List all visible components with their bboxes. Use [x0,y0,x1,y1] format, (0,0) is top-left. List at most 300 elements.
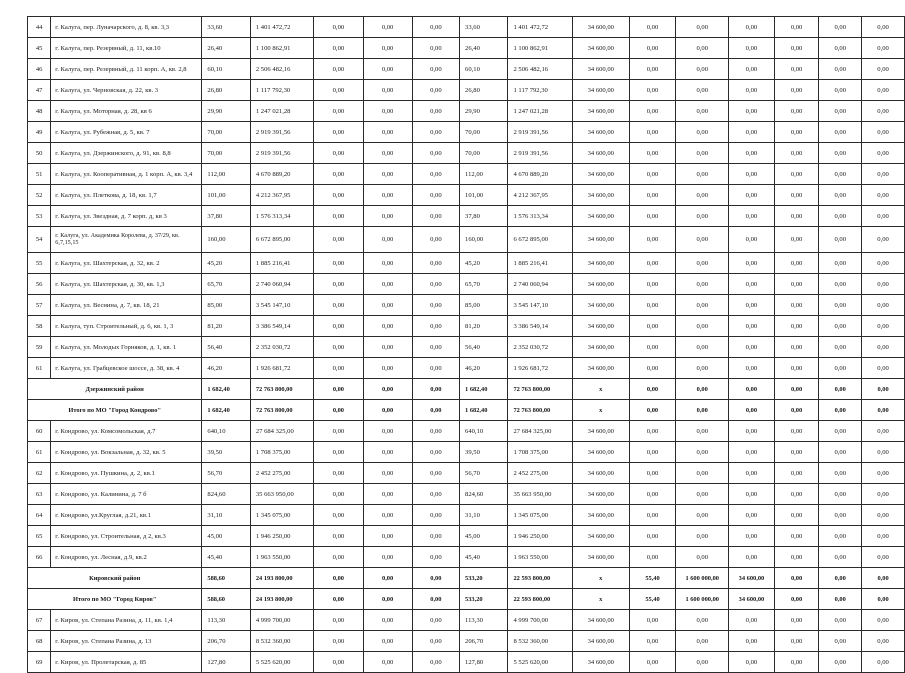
table-cell: 1 885 216,41 [508,253,572,274]
table-cell: 0,00 [819,379,862,400]
table-cell: 0,00 [314,568,363,589]
address-cell: г. Калуга, ул. Звездная, д. 7 корп. д, кв 3 [51,206,202,227]
table-row [28,295,905,316]
table-cell: 0,00 [774,253,819,274]
table-cell: 127,80 [460,652,508,673]
table-cell: 0,00 [412,652,459,673]
table-cell: 34 600,00 [729,568,775,589]
table-cell: 1 708 375,00 [250,442,313,463]
table-row [28,59,905,80]
table-cell: 0,00 [729,80,775,101]
table-cell: 37,80 [202,206,250,227]
table-cell: 72 763 800,00 [508,400,572,421]
table-row [28,164,905,185]
table-cell: 0,00 [862,253,905,274]
table-cell: 0,00 [862,337,905,358]
table-cell: 0,00 [314,442,363,463]
table-cell: 4 212 367,95 [250,185,313,206]
table-cell: 72 763 800,00 [250,379,313,400]
table-cell: 27 684 325,00 [250,421,313,442]
table-cell: 0,00 [819,164,862,185]
table-cell: 0,00 [363,185,412,206]
row-number: 53 [28,206,51,227]
table-cell: 0,00 [363,547,412,568]
table-cell: 31,10 [202,505,250,526]
table-cell: 0,00 [363,442,412,463]
table-cell: 0,00 [676,59,729,80]
row-number: 55 [28,253,51,274]
table-cell: 0,00 [363,610,412,631]
table-cell: 72 763 800,00 [508,379,572,400]
table-cell: 0,00 [819,463,862,484]
table-cell: 1 963 550,00 [250,547,313,568]
table-cell: 0,00 [676,358,729,379]
table-cell: 0,00 [862,526,905,547]
table-cell: 1 401 472,72 [508,17,572,38]
table-cell: 0,00 [862,421,905,442]
table-cell: 34 600,00 [572,295,629,316]
table-cell: 1 576 313,34 [250,206,313,227]
table-cell: 0,00 [314,101,363,122]
row-number: 63 [28,484,51,505]
table-cell: 1 600 000,00 [676,568,729,589]
table-cell: 0,00 [729,101,775,122]
table-cell: 0,00 [774,568,819,589]
subtotal-row [28,379,905,400]
table-cell: 0,00 [363,206,412,227]
table-cell: 33,60 [202,17,250,38]
table-cell: 0,00 [314,337,363,358]
table-cell: 0,00 [314,122,363,143]
table-cell: 34 600,00 [572,122,629,143]
table-cell: 34 600,00 [572,143,629,164]
table-cell: 0,00 [676,316,729,337]
table-cell: х [572,568,629,589]
address-cell: г. Киров, ул. Степана Разина, д. 11, кв. 1,4 [51,610,202,631]
row-number: 44 [28,17,51,38]
table-cell: 1 946 250,00 [508,526,572,547]
table-cell: 0,00 [363,484,412,505]
table-cell: 0,00 [314,526,363,547]
address-cell: г. Калуга, ул. Рубежная, д. 5, кв. 7 [51,122,202,143]
table-cell: 34 600,00 [572,274,629,295]
table-cell: 34 600,00 [572,358,629,379]
table-cell: 0,00 [314,38,363,59]
table-cell: 0,00 [819,358,862,379]
table-cell: 0,00 [629,379,676,400]
table-cell: 55,40 [629,589,676,610]
table-cell: 1 926 681,72 [508,358,572,379]
table-cell: 34 600,00 [572,80,629,101]
address-cell: г. Калуга, ул. Моторная, д. 28, кв 6 [51,101,202,122]
row-number: 66 [28,547,51,568]
row-number: 61 [28,442,51,463]
table-cell: 0,00 [819,400,862,421]
table-cell: 0,00 [819,652,862,673]
address-cell: г. Калуга, ул. Шахтерская, д. 30, кв. 1,3 [51,274,202,295]
table-cell: 0,00 [819,505,862,526]
table-cell: 2 506 482,16 [508,59,572,80]
table-cell: 1 117 792,30 [250,80,313,101]
table-cell: 27 684 325,00 [508,421,572,442]
row-number: 64 [28,505,51,526]
table-cell: 0,00 [314,227,363,253]
table-cell: 0,00 [676,253,729,274]
table-cell: 0,00 [819,526,862,547]
table-cell: 0,00 [774,59,819,80]
address-cell: г. Калуга, ул. Черновская, д. 22, кв. 3 [51,80,202,101]
table-cell: 0,00 [774,101,819,122]
subtotal-label: Дзержинский район [28,379,202,400]
table-cell: 34 600,00 [572,185,629,206]
table-cell: 0,00 [729,206,775,227]
table-cell: 0,00 [363,316,412,337]
table-cell: 0,00 [412,505,459,526]
address-cell: г. Кондрово, ул. Лесная, д.9, кв.2 [51,547,202,568]
table-cell: 26,80 [202,80,250,101]
table-row [28,17,905,38]
table-cell: 1 682,40 [460,400,508,421]
table-cell: 34 600,00 [572,101,629,122]
table-cell: 113,30 [202,610,250,631]
table-cell: 0,00 [314,143,363,164]
table-cell: 29,90 [202,101,250,122]
table-cell: 0,00 [629,164,676,185]
table-cell: 0,00 [774,547,819,568]
table-row [28,253,905,274]
table-cell: 0,00 [629,101,676,122]
table-cell: 0,00 [412,631,459,652]
address-cell: г. Калуга, ул. Молодых Горняков, д. 1, кв. 1 [51,337,202,358]
table-cell: 34 600,00 [729,589,775,610]
table-cell: 0,00 [363,400,412,421]
table-cell: 34 600,00 [572,610,629,631]
table-cell: 0,00 [729,400,775,421]
row-number: 48 [28,101,51,122]
table-cell: 0,00 [862,379,905,400]
table-cell: 0,00 [729,547,775,568]
table-row [28,484,905,505]
table-cell: 1 885 216,41 [250,253,313,274]
table-cell: 0,00 [819,295,862,316]
table-cell: 0,00 [819,59,862,80]
row-number: 56 [28,274,51,295]
table-cell: 0,00 [676,421,729,442]
table-cell: 34 600,00 [572,421,629,442]
table-cell: 0,00 [676,631,729,652]
table-row [28,38,905,59]
table-cell: 34 600,00 [572,652,629,673]
table-row [28,185,905,206]
table-cell: 101,00 [202,185,250,206]
table-cell: 0,00 [629,274,676,295]
address-cell: г. Калуга, ул. Грабцевское шоссе, д. 38, кв. 4 [51,358,202,379]
subtotal-label: Итого по МО "Город Киров" [28,589,202,610]
table-cell: 34 600,00 [572,316,629,337]
table-cell: 0,00 [774,17,819,38]
table-cell: 0,00 [363,421,412,442]
table-cell: 0,00 [629,17,676,38]
table-cell: 3 545 147,10 [508,295,572,316]
table-cell: 0,00 [314,484,363,505]
table-cell: 45,00 [460,526,508,547]
table-cell: 0,00 [676,185,729,206]
table-cell: 45,40 [202,547,250,568]
table-cell: 0,00 [314,589,363,610]
table-cell: 0,00 [819,17,862,38]
table-cell: 4 999 700,00 [508,610,572,631]
table-cell: 70,00 [460,122,508,143]
table-cell: 0,00 [629,610,676,631]
table-cell: 3 545 147,10 [250,295,313,316]
table-cell: 0,00 [862,610,905,631]
table-cell: 0,00 [314,505,363,526]
address-cell: г. Киров, ул. Степана Разина, д. 13 [51,631,202,652]
table-cell: 65,70 [460,274,508,295]
address-cell: г. Калуга, ул. Кооперативная, д. 1 корп. А, кв. 3,4 [51,164,202,185]
table-cell: 34 600,00 [572,227,629,253]
table-cell: 0,00 [363,505,412,526]
table-cell: 0,00 [729,505,775,526]
row-number: 68 [28,631,51,652]
table-cell: 0,00 [412,253,459,274]
table-cell: 1 247 021,28 [250,101,313,122]
table-cell: 0,00 [819,568,862,589]
table-cell: 72 763 800,00 [250,400,313,421]
table-cell: 5 525 620,00 [508,652,572,673]
table-cell: 0,00 [314,185,363,206]
subtotal-row [28,589,905,610]
address-cell: г. Калуга, туп. Строительный, д. 6, кв. 1, 3 [51,316,202,337]
table-cell: 0,00 [774,631,819,652]
table-cell: 24 193 800,00 [250,568,313,589]
table-cell: 0,00 [629,358,676,379]
table-cell: 45,40 [460,547,508,568]
table-cell: 0,00 [819,274,862,295]
table-cell: 0,00 [363,295,412,316]
table-cell: 0,00 [363,568,412,589]
table-cell: 0,00 [314,463,363,484]
table-cell: 1 117 792,30 [508,80,572,101]
table-cell: 0,00 [774,400,819,421]
address-cell: г. Калуга, пер. Резервный, д. 11 корп. А, кв. 2,8 [51,59,202,80]
table-row [28,122,905,143]
table-cell: 0,00 [774,274,819,295]
table-cell: 0,00 [774,652,819,673]
table-cell: 0,00 [676,38,729,59]
table-cell: 0,00 [729,442,775,463]
table-cell: 0,00 [629,526,676,547]
address-cell: г. Кондрово, ул. Калинина, д. 7 б [51,484,202,505]
table-cell: 0,00 [629,442,676,463]
table-row [28,442,905,463]
table-cell: 34 600,00 [572,505,629,526]
subtotal-row [28,568,905,589]
table-cell: 0,00 [676,379,729,400]
table-cell: 0,00 [629,143,676,164]
table-cell: 0,00 [819,227,862,253]
table-cell: 0,00 [363,274,412,295]
table-cell: 55,40 [629,568,676,589]
table-cell: 0,00 [314,358,363,379]
table-cell: 0,00 [629,505,676,526]
table-cell: 0,00 [412,463,459,484]
table-cell: 0,00 [412,568,459,589]
address-cell: г. Калуга, пер. Резервный, д. 11, кв.10 [51,38,202,59]
table-cell: 0,00 [819,80,862,101]
table-cell: 206,70 [202,631,250,652]
table-row [28,526,905,547]
table-cell: 0,00 [729,227,775,253]
table-row [28,101,905,122]
table-cell: 0,00 [862,589,905,610]
row-number: 58 [28,316,51,337]
table-cell: 60,10 [460,59,508,80]
table-cell: 0,00 [819,589,862,610]
table-cell: 0,00 [412,442,459,463]
table-cell: 0,00 [314,253,363,274]
table-cell: 0,00 [412,358,459,379]
table-cell: 0,00 [774,80,819,101]
table-cell: 2 919 391,56 [508,143,572,164]
table-row [28,463,905,484]
table-cell: 0,00 [729,631,775,652]
table-cell: 533,20 [460,589,508,610]
table-cell: 1 247 021,28 [508,101,572,122]
table-cell: 0,00 [314,379,363,400]
table-cell: 34 600,00 [572,59,629,80]
table-cell: 0,00 [774,227,819,253]
table-cell: 4 212 367,95 [508,185,572,206]
row-number: 62 [28,463,51,484]
table-cell: 0,00 [774,164,819,185]
address-cell: г. Калуга, ул. Дзержинского, д. 91, кв. 8,8 [51,143,202,164]
table-cell: 34 600,00 [572,547,629,568]
table-cell: 0,00 [862,400,905,421]
table-cell: 0,00 [676,610,729,631]
table-cell: 0,00 [412,316,459,337]
table-cell: 1 708 375,00 [508,442,572,463]
table-cell: 2 352 030,72 [508,337,572,358]
table-cell: 0,00 [729,122,775,143]
table-cell: 0,00 [363,652,412,673]
table-cell: 2 740 060,94 [250,274,313,295]
table-cell: 56,70 [460,463,508,484]
table-cell: 0,00 [819,631,862,652]
table-cell: 112,00 [202,164,250,185]
table-cell: 0,00 [629,631,676,652]
address-cell: г. Калуга, ул. Академика Королева, д. 37/29, кв. 6,7,15,15 [51,227,202,253]
table-cell: 0,00 [412,484,459,505]
table-cell: 45,20 [460,253,508,274]
row-number: 57 [28,295,51,316]
table-cell: 0,00 [729,38,775,59]
table-cell: 0,00 [729,526,775,547]
table-cell: 45,00 [202,526,250,547]
table-cell: 0,00 [819,547,862,568]
table-cell: 0,00 [729,295,775,316]
table-cell: 0,00 [629,484,676,505]
table-cell: 0,00 [819,206,862,227]
address-cell: г. Калуга, ул. Шахтерская, д. 32, кв. 2 [51,253,202,274]
table-cell: 0,00 [629,38,676,59]
table-cell: 0,00 [363,337,412,358]
table-cell: 0,00 [819,143,862,164]
table-cell: 0,00 [363,17,412,38]
table-cell: 0,00 [862,358,905,379]
table-cell: 0,00 [862,274,905,295]
table-cell: 0,00 [729,484,775,505]
table-cell: 0,00 [676,463,729,484]
table-cell: 588,60 [202,589,250,610]
table-row [28,631,905,652]
table-cell: 0,00 [676,143,729,164]
table-cell: 0,00 [862,17,905,38]
table-cell: 0,00 [774,295,819,316]
table-cell: 0,00 [774,484,819,505]
table-cell: 0,00 [676,547,729,568]
table-cell: 0,00 [412,610,459,631]
table-cell: 0,00 [774,185,819,206]
table-cell: 0,00 [676,101,729,122]
table-cell: 0,00 [819,122,862,143]
table-cell: 0,00 [412,526,459,547]
table-cell: 29,90 [460,101,508,122]
table-cell: 0,00 [774,589,819,610]
table-cell: 0,00 [629,421,676,442]
table-cell: 113,30 [460,610,508,631]
table-cell: 2 452 275,00 [508,463,572,484]
table-cell: 533,20 [460,568,508,589]
table-cell: 0,00 [729,421,775,442]
table-cell: 0,00 [862,185,905,206]
table-cell: 0,00 [676,505,729,526]
table-cell: 0,00 [629,227,676,253]
table-cell: 0,00 [729,652,775,673]
table-cell: 0,00 [729,379,775,400]
table-cell: 2 919 391,56 [250,143,313,164]
table-cell: 0,00 [862,295,905,316]
table-row [28,610,905,631]
table-cell: 0,00 [774,358,819,379]
table-cell: 22 593 800,00 [508,568,572,589]
table-cell: 0,00 [363,526,412,547]
table-cell: 1 401 472,72 [250,17,313,38]
table-cell: 33,60 [460,17,508,38]
table-cell: 640,10 [460,421,508,442]
row-number: 46 [28,59,51,80]
address-cell: г. Кондрово, ул. Комсомольская, д.7 [51,421,202,442]
table-cell: 0,00 [862,316,905,337]
table-cell: 26,40 [202,38,250,59]
table-cell: 0,00 [774,526,819,547]
address-cell: г. Киров, ул. Пролетарская, д. 85 [51,652,202,673]
table-cell: 1 100 862,91 [250,38,313,59]
table-cell: 0,00 [862,38,905,59]
table-cell: 0,00 [314,59,363,80]
table-cell: 1 100 862,91 [508,38,572,59]
table-cell: 1 946 250,00 [250,526,313,547]
table-cell: 0,00 [412,143,459,164]
table-cell: 0,00 [363,379,412,400]
table-cell: 0,00 [412,295,459,316]
table-cell: 34 600,00 [572,484,629,505]
table-cell: х [572,589,629,610]
table-cell: 0,00 [412,547,459,568]
table-row [28,337,905,358]
table-cell: 0,00 [729,59,775,80]
table-cell: 0,00 [314,274,363,295]
